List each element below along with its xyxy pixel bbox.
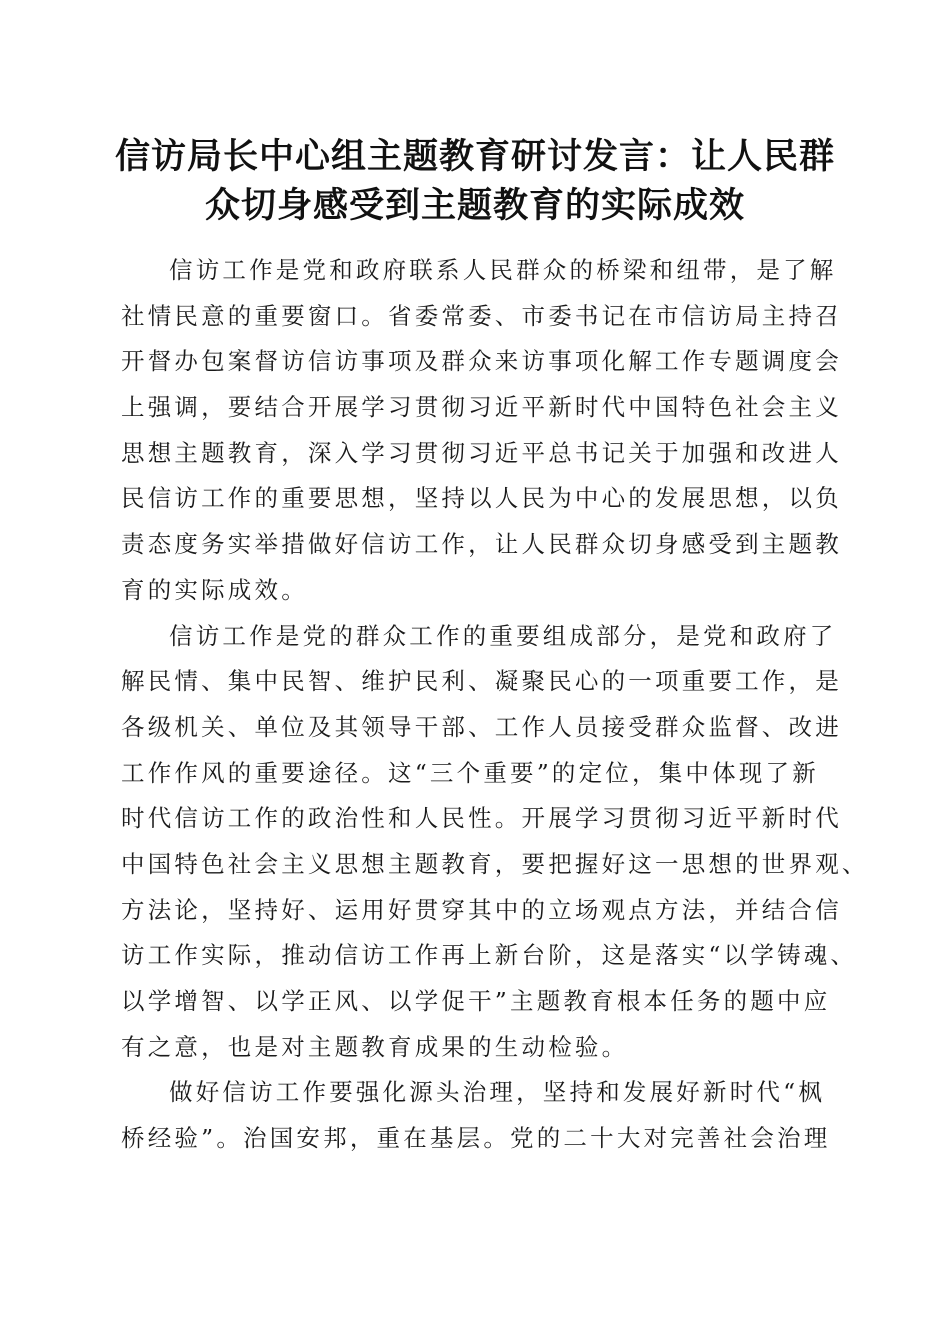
text-line: 思想主题教育，深入学习贯彻习近平总书记关于加强和改进人 bbox=[121, 438, 842, 467]
text-line: 社情民意的重要窗口。省委常委、市委书记在市信访局主持召 bbox=[121, 301, 842, 330]
text-line: 以学增智、以学正风、以学促干”主题教育根本任务的题中应 bbox=[121, 987, 831, 1015]
title-line-2: 众切身感受到主题教育的实际成效 bbox=[204, 185, 745, 226]
paragraph-3 bbox=[121, 1070, 841, 1161]
paragraph-2 bbox=[121, 614, 869, 1071]
text-line: 访工作实际，推动信访工作再上新台阶，这是落实“以学铸魂、 bbox=[121, 941, 858, 970]
text-line: 信访工作是党和政府联系人民群众的桥梁和纽带，是了解 bbox=[169, 256, 837, 284]
document-body bbox=[121, 248, 869, 1162]
text-line: 工作作风的重要途径。这“三个重要”的定位，集中体现了新 bbox=[121, 758, 819, 787]
text-line: 各级机关、单位及其领导干部、工作人员接受群众监督、改进 bbox=[121, 712, 842, 741]
text-line: 有之意，也是对主题教育成果的生动检验。 bbox=[121, 1032, 629, 1061]
text-line: 责态度务实举措做好信访工作，让人民群众切身感受到主题教 bbox=[121, 530, 842, 559]
text-line: 民信访工作的重要思想，坚持以人民为中心的发展思想，以负 bbox=[121, 484, 842, 513]
text-line: 做好信访工作要强化源头治理，坚持和发展好新时代“枫 bbox=[169, 1078, 826, 1107]
text-line: 时代信访工作的政治性和人民性。开展学习贯彻习近平新时代 bbox=[121, 804, 842, 833]
text-line: 方法论，坚持好、运用好贯穿其中的立场观点方法，并结合信 bbox=[121, 895, 842, 924]
text-line: 育的实际成效。 bbox=[121, 575, 308, 604]
document-title bbox=[95, 132, 855, 230]
text-line: 开督办包案督访信访事项及群众来访事项化解工作专题调度会 bbox=[121, 347, 842, 376]
title-line-1: 信访局长中心组主题教育研讨发言：让人民群 bbox=[114, 136, 835, 177]
text-line: 信访工作是党的群众工作的重要组成部分，是党和政府了 bbox=[169, 621, 837, 650]
text-line: 解民情、集中民智、维护民利、凝聚民心的一项重要工作，是 bbox=[121, 667, 842, 696]
paragraph-1 bbox=[121, 248, 841, 614]
text-line: 中国特色社会主义思想主题教育，要把握好这一思想的世界观、 bbox=[121, 849, 869, 878]
text-line: 桥经验”。治国安邦，重在基层。党的二十大对完善社会治理 bbox=[121, 1124, 831, 1153]
text-line: 上强调，要结合开展学习贯彻习近平新时代中国特色社会主义 bbox=[121, 393, 842, 422]
